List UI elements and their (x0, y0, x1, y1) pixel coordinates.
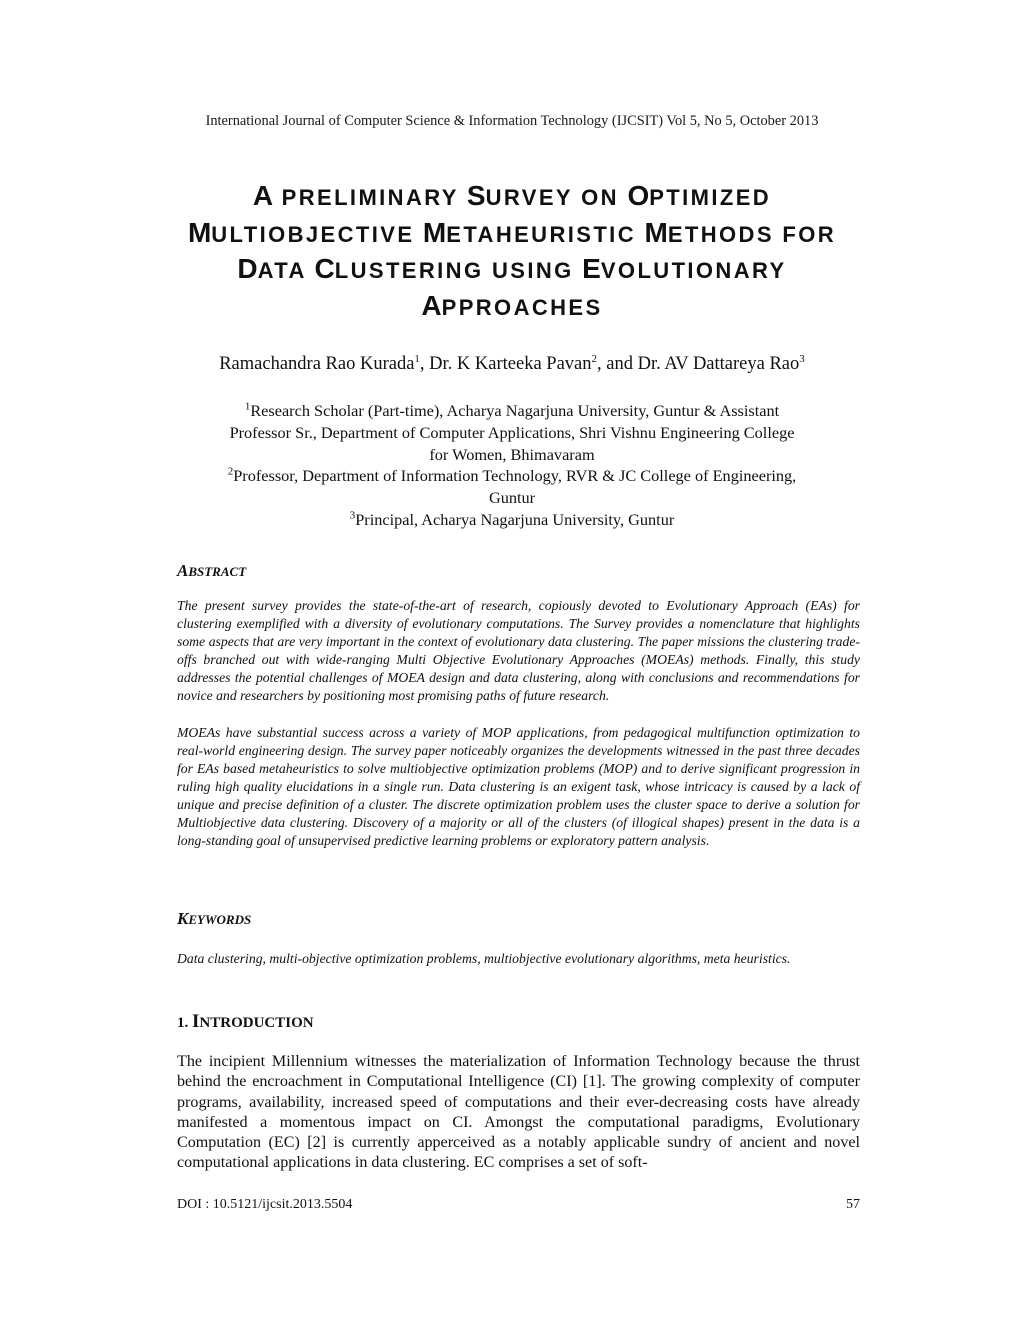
keywords-text: Data clustering, multi-objective optimization problems, multiobjective evolutionary algorithms, meta heuristics. (177, 951, 791, 966)
title-line-4: APPROACHES (421, 289, 603, 321)
doi-footer: DOI : 10.5121/ijcsit.2013.5504 (177, 1197, 353, 1212)
author-list: Ramachandra Rao Kurada$^1$, Dr. K Karteeka Pavan$^2$, and Dr. AV Dattareya Rao$^3$ (219, 352, 805, 374)
author-2: , Dr. K Karteeka Pavan (419, 354, 592, 374)
affiliation-3: $^3$Principal, Acharya Nagarjuna University, Guntur (349, 509, 675, 529)
author-3: , and Dr. AV Dattareya Rao (597, 354, 800, 374)
affiliation-1: $^1$Research Scholar (Part-time), Acharya Nagarjuna University, Guntur & Assistant (244, 400, 780, 420)
keywords-heading: KEYWORDS (177, 909, 252, 928)
paper-title (120, 179, 904, 325)
affiliations: $^1$Research Scholar (Part-time), Acharya Nagarjuna University, Guntur & Assistant Professor Sr., Department of Computer Applications, Shri Vishnu Engineering College for Women, Bhimavaram $^2$Professor, Department of Information Technology, RVR & JC College of Engineering, Guntur $^3$Principal, Acharya Nagarjuna University, Guntur (160, 400, 864, 531)
abstract-paragraph-2: MOEAs have substantial success across a variety of MOP applications, from pedagogical multifunction optimization to real-world engineering design. The survey paper noticeably organizes the developments witnessed in the past three decades for EAs based metaheuristics to solve multiobjective optimization problems (MOP) and to derive significant progression in ruling high quality elucidations in a single run. Data clustering is an exigent task, whose intricacy is caused by a lack of unique and precise definition of a cluster. The discrete optimization problem uses the cluster space to derive a solution for Multiobjective data clustering. Discovery of a majority or all of the clusters (of illogical shapes) present in the data is a long-standing goal of unsupervised predictive learning problems or exploratory pattern analysis. (177, 724, 860, 849)
abstract-body (177, 597, 860, 850)
abstract-heading: ABSTRACT (177, 561, 247, 580)
title-line-1: A PRELIMINARY SURVEY ON OPTIMIZED (252, 180, 772, 211)
abstract-paragraph-1: The present survey provides the state-of-the-art of research, copiously devoted to Evolutionary Approach (EAs) for clustering exemplified with a diversity of evolutionary computations. The Survey provides a nomenclature that highlights some aspects that are very important in the context of evolutionary data clustering. The paper missions the clustering trade-offs branched out with wide-ranging Multi Objective Evolutionary Approaches (MOEAs) methods. Finally, this study addresses the potential challenges of MOEA design and data clustering, along with conclusions and recommendations for novice and researchers by positioning most promising paths of future research. (177, 598, 860, 704)
author-1: Ramachandra Rao Kurada (219, 354, 415, 374)
introduction-heading: 1. INTRODUCTION (177, 1011, 314, 1032)
title-line-3: DATA CLUSTERING USING EVOLUTIONARY (237, 253, 787, 284)
introduction-text: The incipient Millennium witnesses the materialization of Information Technology because the thrust behind the encroachment in Computational Intelligence (CI) [1]. The growing complexity of computer programs, availability, increased speed of computations and their ever-decreasing costs have already manifested a momentous impact on CI. Amongst the computational paradigms, Evolutionary Computation (EC) [2] is currently apperceived as a notably applicable sundry of ancient and novel computational applications in data clustering. EC comprises a set of soft- (177, 1053, 860, 1172)
affiliation-2: $^2$Professor, Department of Information Technology, RVR & JC College of Engineering, (227, 465, 797, 486)
title-line-2: MULTIOBJECTIVE METAHEURISTIC METHODS FOR (187, 216, 837, 248)
page-number: 57 (846, 1197, 860, 1212)
running-header: International Journal of Computer Science & Information Technology (IJCSIT) Vol 5, No 5, October 2013 (205, 113, 819, 129)
